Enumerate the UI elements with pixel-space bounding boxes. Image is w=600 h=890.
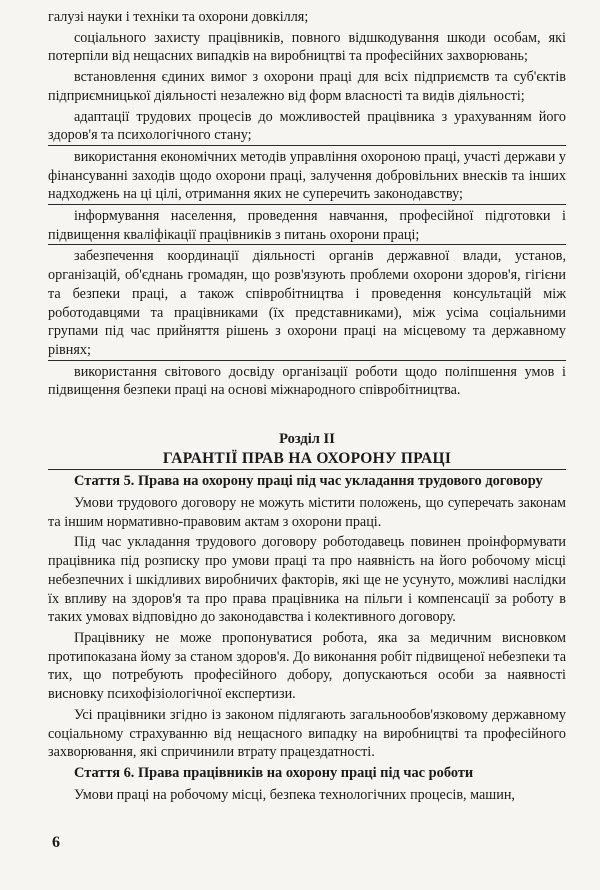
article-heading: Стаття 5. Права на охорону праці під час укладання трудового договору	[74, 473, 543, 490]
article-6-title	[48, 764, 566, 783]
paragraph: Працівнику не може пропонуватися робота, яка за медичним висновком протипоказана йому за станом здоров'я. До виконання робіт підвищеної небезпеки та тих, що потребують професійного добору, допускаються особи за наявності висновку психофізіологічної експертизи.	[48, 629, 566, 703]
paragraph: Умови трудового договору не можуть містити положень, що суперечать законам та іншим нормативно-правовим актам з охорони праці.	[48, 495, 566, 530]
article-5-title	[48, 472, 566, 491]
page-number: 6	[52, 834, 60, 851]
paragraph: Усі працівники згідно із законом підлягають загальнообов'язковому державному соціальному страхуванню від нещасного випадку на виробництві та професійного захворювання, які спричинили втрату працездатності.	[48, 706, 566, 761]
paragraph: забезпечення координації діяльності органів державної влади, установ, організацій, об'єднань громадян, що розв'язують проблеми охорони здоров'я, гігієни та безпеки праці, а також співробітництва і проведення консультацій між роботодавцями та працівниками (їх представниками), між усіма соціальними групами під час прийняття рішень з охорони праці на місцевому та державному рівнях;	[48, 247, 566, 360]
paragraph: Під час укладання трудового договору роботодавець повинен проінформувати працівника під розписку про умови праці та про наявність на його робочому місці небезпечних і шкідливих виробничих факторів, які ще не усунуто, можливі наслідки їх впливу на здоров'я та про права працівника на пільги і компенсації за роботу в таких умовах відповідно до законодавства і колективного договору.	[48, 534, 566, 626]
paragraph: адаптації трудових процесів до можливостей працівника з урахуванням його здоров'я та психологічного стану;	[48, 108, 566, 146]
paragraph: використання економічних методів управління охороною праці, участі держави у фінансуванні заходів щодо охорони праці, залучення добровільних внесків та інших надходжень на ці цілі, отримання яких не суперечить законодавству;	[48, 148, 566, 205]
paragraph: галузі науки і техніки та охорони довкілля;	[48, 9, 309, 25]
document-body	[48, 8, 566, 807]
section-title: ГАРАНТІЇ ПРАВ НА ОХОРОНУ ПРАЦІ	[48, 449, 566, 470]
article-heading: Стаття 6. Права працівників на охорону праці під час роботи	[74, 764, 474, 781]
paragraph: встановлення єдиних вимог з охорони праці для всіх підприємств та суб'єктів підприємницької діяльності незалежно від форм власності та видів діяльності;	[48, 69, 566, 104]
paragraph: використання світового досвіду організації роботи щодо поліпшення умов і підвищення безпеки праці на основі міжнародного співробітництва.	[48, 363, 566, 399]
paragraph: Умови праці на робочому місці, безпека технологічних процесів, машин,	[74, 786, 515, 803]
paragraph: інформування населення, проведення навчання, професійної підготовки і підвищення кваліфікації працівників з питань охорони праці;	[48, 207, 566, 245]
section-label: Розділ II	[279, 431, 335, 448]
paragraph: соціального захисту працівників, повного відшкодування шкоди особам, які потерпіли від нещасних випадків на виробництві та професійних захворювань;	[48, 29, 566, 65]
